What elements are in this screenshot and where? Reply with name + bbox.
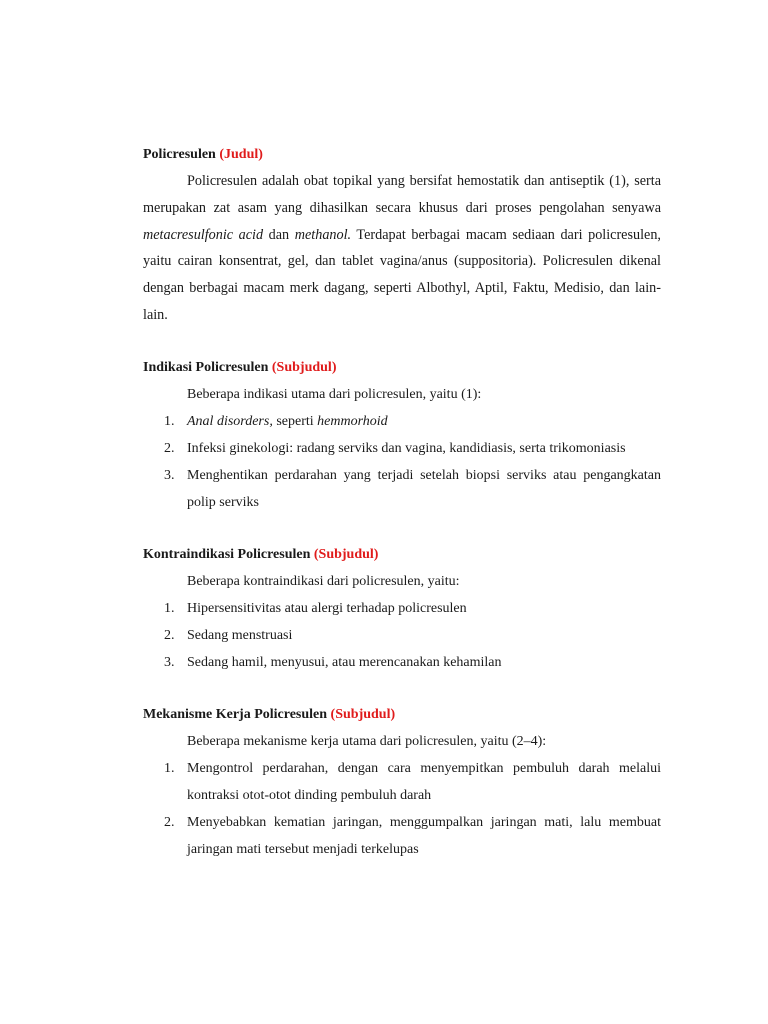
section-intro: Beberapa indikasi utama dari policresulen, yaitu (1): <box>187 386 482 402</box>
section-heading <box>143 701 661 728</box>
list-item <box>143 435 661 462</box>
list-item-italic: Anal disorders, <box>187 413 273 429</box>
section-mekanisme <box>143 701 661 863</box>
list-item-text: Mengontrol perdarahan, dengan cara menyempitkan pembuluh darah melalui kontraksi otot-otot dinding pembuluh darah <box>187 760 661 803</box>
list-item-italic: hemmorhoid <box>317 413 388 429</box>
kontraindikasi-list <box>143 595 661 676</box>
list-number: 1. <box>164 600 175 616</box>
list-item-text: Sedang hamil, menyusui, atau merencanakan kehamilan <box>187 654 502 670</box>
indikasi-list <box>143 408 661 516</box>
list-number: 2. <box>164 627 175 643</box>
document-title <box>143 141 661 168</box>
section-indikasi <box>143 354 661 516</box>
section-heading-text: Kontraindikasi Policresulen <box>143 546 311 562</box>
list-number: 1. <box>164 760 175 776</box>
list-item-text: Menghentikan perdarahan yang terjadi setelah biopsi serviks atau pengangkatan polip serviks <box>187 467 661 510</box>
list-item-text: Menyebabkan kematian jaringan, menggumpalkan jaringan mati, lalu membuat jaringan mati tersebut menjadi terkelupas <box>187 814 661 857</box>
section-heading <box>143 354 661 381</box>
section-heading-tag: (Subjudul) <box>271 359 337 375</box>
intro-italic-1: metacresulfonic acid <box>143 226 264 243</box>
title-tag: (Judul) <box>219 147 263 162</box>
list-item-text: Hipersensitivitas atau alergi terhadap policresulen <box>187 600 467 616</box>
section-heading <box>143 541 661 568</box>
list-item <box>143 649 661 676</box>
section-heading-text: Mekanisme Kerja Policresulen <box>143 706 328 722</box>
intro-text-1: Policresulen adalah obat topikal yang bersifat hemostatik dan antiseptik (1), serta merupakan zat asam yang dihasilkan secara khusus dari proses pengolahan senyawa <box>143 173 661 216</box>
list-number: 1. <box>164 413 175 429</box>
list-item <box>143 462 661 516</box>
list-item-text: seperti <box>272 413 318 429</box>
list-item <box>143 622 661 649</box>
list-number: 3. <box>164 467 175 483</box>
section-heading-text: Indikasi Policresulen <box>143 359 269 375</box>
section-intro: Beberapa kontraindikasi dari policresulen, yaitu: <box>187 573 460 589</box>
list-number: 3. <box>164 654 175 670</box>
list-item <box>143 408 661 435</box>
intro-text-2: dan <box>263 226 295 243</box>
list-item-text: Sedang menstruasi <box>187 627 293 643</box>
section-intro: Beberapa mekanisme kerja utama dari policresulen, yaitu (2–4): <box>187 733 547 749</box>
list-item <box>143 595 661 622</box>
list-number: 2. <box>164 814 175 830</box>
mekanisme-list <box>143 755 661 863</box>
intro-paragraph <box>143 168 661 329</box>
list-number: 2. <box>164 440 175 456</box>
intro-text-3: Terdapat berbagai macam sediaan dari policresulen, yaitu cairan konsentrat, gel, dan tablet vagina/anus (suppositoria). Policresulen dikenal dengan berbagai macam merk dagang, seperti Albothyl, Aptil, Faktu, Medisio, dan lain-lain. <box>143 226 661 323</box>
document-page <box>143 141 661 863</box>
list-item <box>143 809 661 863</box>
list-item <box>143 755 661 809</box>
section-kontraindikasi <box>143 541 661 676</box>
intro-italic-2: methanol. <box>294 226 352 243</box>
list-item-text: Infeksi ginekologi: radang serviks dan vagina, kandidiasis, serta trikomoniasis <box>187 440 626 456</box>
section-heading-tag: (Subjudul) <box>330 706 396 722</box>
section-heading-tag: (Subjudul) <box>313 546 379 562</box>
title-text: Policresulen <box>143 147 216 162</box>
